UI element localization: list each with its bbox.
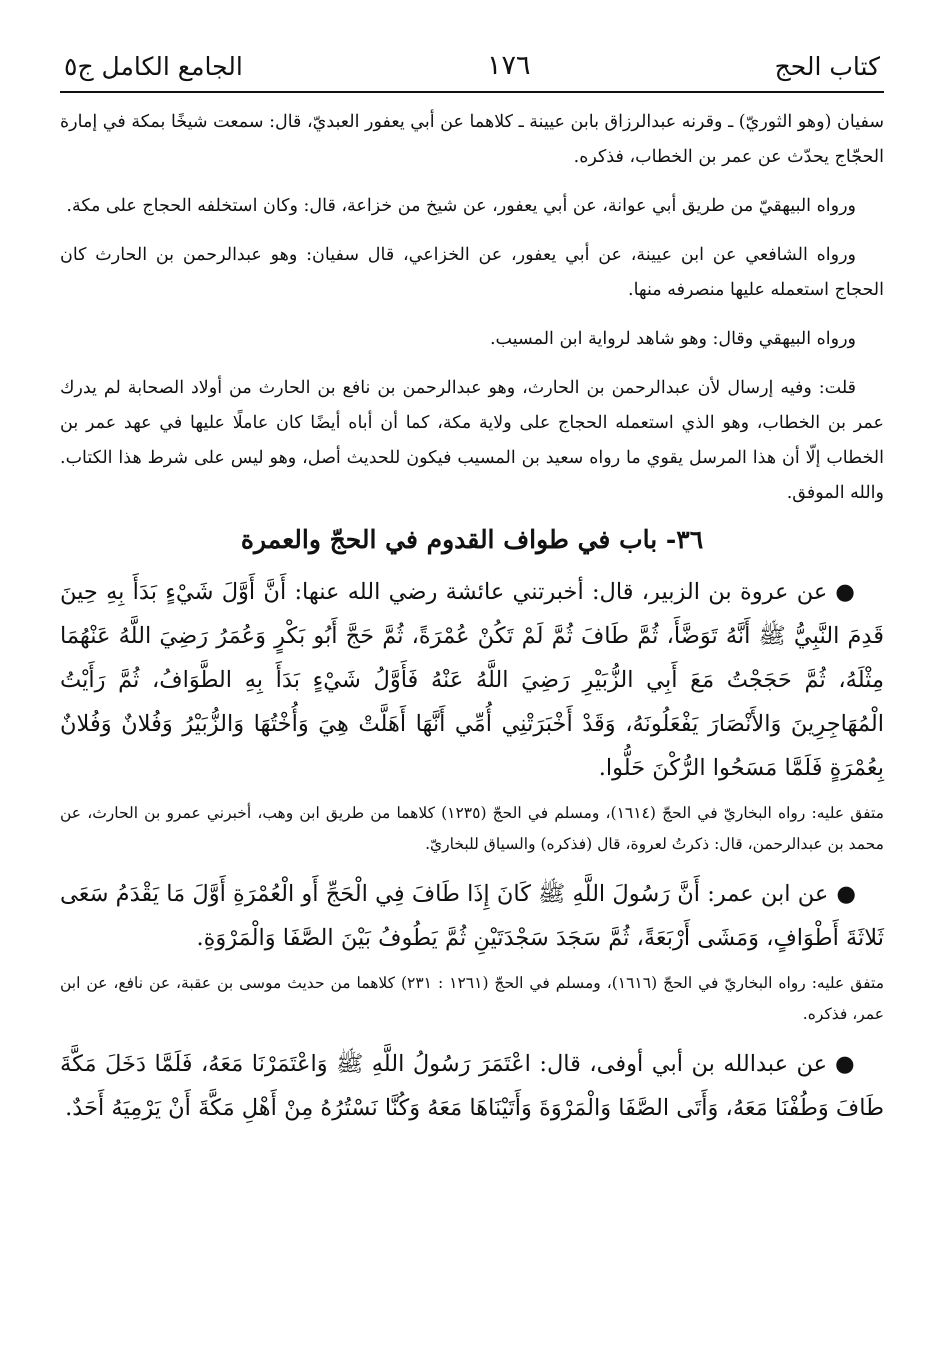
bullet-icon: ● — [835, 1051, 856, 1077]
paragraph: ورواه البيهقيّ من طريق أبي عوانة، عن أبي يعفور، عن شيخ من خزاعة، قال: وكان استخلفه الحجاج على مكة. — [66, 196, 856, 216]
paragraph: ورواه البيهقي وقال: وهو شاهد لرواية ابن المسيب. — [489, 329, 856, 349]
page-header — [60, 50, 884, 91]
header-divider — [60, 91, 884, 93]
hadith-body: عن عروة بن الزبير، قال: أخبرتني عائشة رضي الله عنها: أَنَّ أَوَّلَ شَيْءٍ بَدَأَ بِهِ حِينَ قَدِمَ النَّبِيُّ ﷺ أَنَّهُ تَوَضَّأَ، ثُمَّ طَافَ ثُمَّ لَمْ تَكُنْ عُمْرَةً، ثُمَّ حَجَّ أَبُو بَكْرٍ وَعُمَرُ رَضِيَ اللَّهُ عَنْهُمَا مِثْلَهُ، ثُمَّ حَجَجْتُ مَعَ أَبِي الزُّبَيْرِ رَضِيَ اللَّهُ عَنْهُ فَأَوَّلُ شَيْءٍ بَدَأَ بِهِ الطَّوَافُ، ثُمَّ رَأَيْتُ الْمُهَاجِرِينَ وَالأَنْصَارَ يَفْعَلُونَهُ، وَقَدْ أَخْبَرَتْنِي أُمِّي أَنَّهَا أَهَلَّتْ هِيَ وَأُخْتُهَا وَالزُّبَيْرُ وَفُلانٌ وَفُلانٌ بِعُمْرَةٍ فَلَمَّا مَسَحُوا الرُّكْنَ حَلُّوا. — [60, 579, 884, 781]
paragraph: ورواه الشافعي عن ابن عيينة، عن أبي يعفور، عن الخزاعي، قال سفيان: وهو عبدالرحمن بن الحارث كان الحجاج استعمله عليها منصرفه منها. — [60, 245, 884, 300]
paragraph: سفيان (وهو الثوريّ) ـ وقرنه عبدالرزاق بابن عيينة ـ كلاهما عن أبي يعفور العبديّ، قال: سمعت شيخًا بمكة في إمارة الحجّاج يحدّث عن عمر بن الخطاب، فذكره. — [60, 112, 884, 167]
hadith-text — [60, 1042, 884, 1130]
chapter-title: ٣٦- باب في طواف القدوم في الحجّ والعمرة — [240, 525, 704, 554]
page-number: ١٧٦ — [486, 50, 531, 81]
bullet-icon: ● — [836, 881, 857, 907]
hadith-text — [60, 570, 884, 790]
paragraph: قلت: وفيه إرسال لأن عبدالرحمن بن الحارث، وهو عبدالرحمن بن نافع بن الحارث من أولاد الصحابة لم يدرك عمر بن الخطاب، وهو الذي استعمله الحجاج على ولاية مكة، كما أن أباه أيضًا كان عاملًا عليها في عهد عمر بن الخطاب إلّا أن هذا المرسل يقوي ما رواه سعيد بن المسيب فيكون للحديث أصل، وهو ليس على شرط هذا الكتاب. والله الموفق. — [60, 378, 884, 503]
hadith-body: عن ابن عمر: أَنَّ رَسُولَ اللَّهِ ﷺ كَانَ إِذَا طَافَ فِي الْحَجِّ أَو الْعُمْرَةِ أَوَّلَ مَا يَقْدَمُ سَعَى ثَلاثَةَ أَطْوَافٍ، وَمَشَى أَرْبَعَةً، ثُمَّ سَجَدَ سَجْدَتَيْنِ ثُمَّ يَطُوفُ بَيْنَ الصَّفَا وَالْمَرْوَةِ. — [60, 881, 884, 951]
book-title: كتاب الحج — [774, 52, 880, 81]
takhrij-note: متفق عليه: رواه البخاريّ في الحجّ (١٦١٦)، ومسلم في الحجّ (١٢٦١ : ٢٣١) كلاهما من حديث موسى بن عقبة، عن نافع، عن ابن عمر، فذكره. — [60, 974, 884, 1023]
hadith-text — [60, 872, 884, 960]
series-title: الجامع الكامل ج٥ — [64, 52, 243, 81]
bullet-icon: ● — [835, 579, 856, 605]
takhrij-note: متفق عليه: رواه البخاريّ في الحجّ (١٦١٤)، ومسلم في الحجّ (١٢٣٥) كلاهما من طريق ابن وهب، أخبرني عمرو بن الحارث، عن محمد بن عبدالرحمن، قال: ذكرتُ لعروة، قال (فذكره) والسياق للبخاريّ. — [60, 804, 884, 853]
hadith-body: عن عبدالله بن أبي أوفى، قال: اعْتَمَرَ رَسُولُ اللَّهِ ﷺ وَاعْتَمَرْنَا مَعَهُ، فَلَمَّا دَخَلَ مَكَّةَ طَافَ وَطُفْنَا مَعَهُ، وَأَتَى الصَّفَا وَالْمَرْوَةَ وَأَتَيْنَاهَا مَعَهُ وَكُنَّا نَسْتُرُهُ مِنْ أَهْلِ مَكَّةَ أَنْ يَرْمِيَهُ أَحَدٌ. — [60, 1051, 884, 1121]
